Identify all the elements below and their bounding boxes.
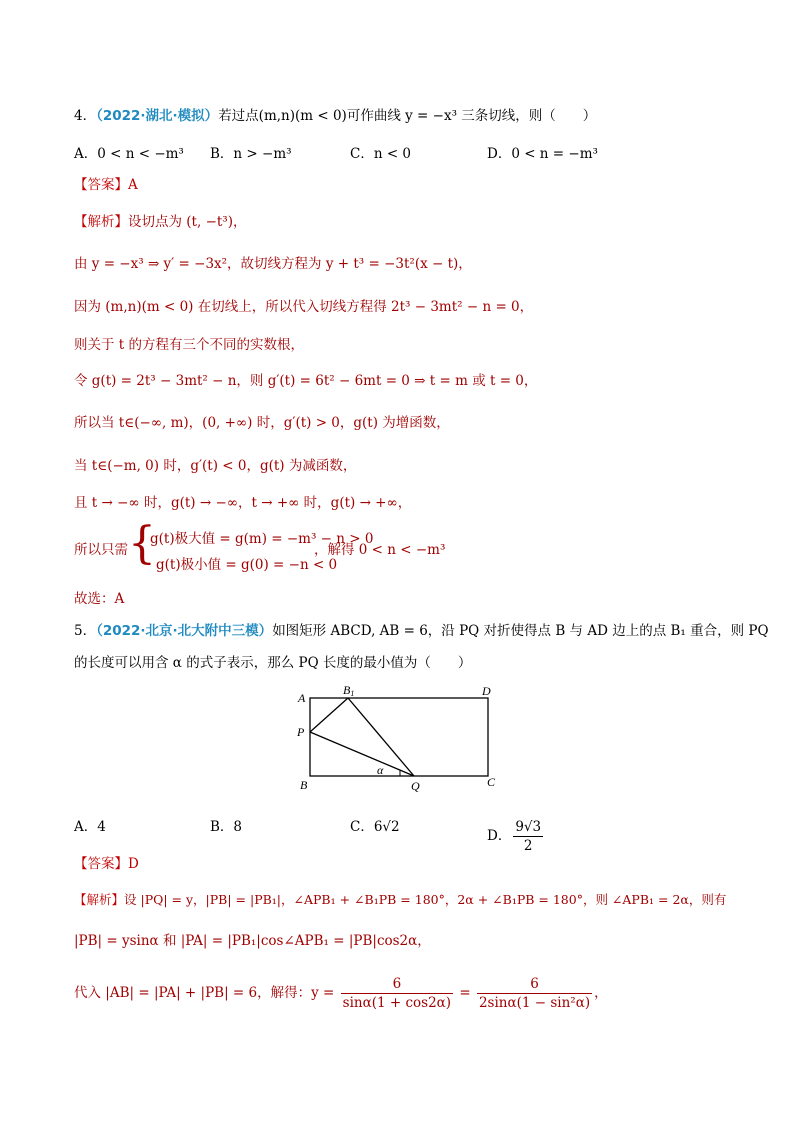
q5-stem-line-1 [74, 622, 769, 640]
q4-option-d: D．0 < n = −m³ [487, 146, 598, 162]
label-c: C [487, 775, 496, 789]
q4-analysis-line-5: 所以当 t∈(−∞, m)，(0, +∞) 时，g′(t) > 0，g(t) 为增函数， [74, 415, 450, 431]
q4-option-b: B．n > −m³ [210, 146, 292, 162]
label-a: A [298, 691, 306, 705]
q5-analysis-text-1: 设 |PQ| = y，|PB| = |PB₁|，∠APB₁ + ∠B₁PB = 180°，2α + ∠B₁PB = 180°，则 ∠APB₁ = 2α，则有 [124, 892, 727, 907]
q5-stem-line-2: 的长度可以用含 α 的式子表示，那么 PQ 长度的最小值为（ ） [74, 655, 472, 671]
q4-system-line-1: g(t)极大值 = g(m) = −m³ − n > 0 [150, 531, 374, 547]
q5-option-c: C．6√2 [350, 819, 400, 835]
q4-number: 4． [74, 108, 97, 124]
q4-analysis-line-6: 当 t∈(−m, 0) 时，g′(t) < 0，g(t) 为减函数， [74, 458, 357, 474]
q4-analysis-line-7: 且 t → −∞ 时，g(t) → −∞，t → +∞ 时，g(t) → +∞， [74, 495, 412, 511]
q5-answer-value: D [128, 856, 139, 872]
q4-option-a: A．0 < n < −m³ [74, 146, 184, 162]
q5-option-d-numerator: 9√3 [515, 819, 542, 835]
q5-fraction-2-numerator: 6 [477, 975, 592, 994]
q5-option-d [487, 818, 545, 855]
rectangle-abcd [310, 698, 488, 776]
q5-number: 5． [74, 623, 97, 639]
q4-answer-label: 【答案】 [74, 177, 128, 193]
q4-analysis-line-1: 由 y = −x³ ⇒ y′ = −3x²，故切线方程为 y + t³ = −3t²(x − t)， [74, 256, 472, 272]
q4-answer-value: A [128, 177, 138, 193]
q5-fraction-2 [477, 975, 592, 1012]
q4-conclusion: 故选：A [74, 591, 125, 607]
label-q: Q [411, 779, 420, 793]
segment-pb1 [310, 698, 348, 732]
q4-stem-text: 若过点(m,n)(m < 0)可作曲线 y = −x³ 三条切线，则（ ） [218, 108, 597, 124]
q5-equals: = [459, 985, 471, 1001]
q4-analysis-line-2: 因为 (m,n)(m < 0) 在切线上，所以代入切线方程得 2t³ − 3mt² − n = 0， [74, 299, 534, 315]
q5-analysis-line-1 [74, 891, 726, 909]
q4-analysis-label: 【解析】 [74, 214, 128, 230]
q5-option-b: B．8 [210, 819, 243, 835]
q5-answer-label: 【答案】 [74, 856, 128, 872]
q4-analysis-line-4: 令 g(t) = 2t³ − 3mt² − n，则 g′(t) = 6t² − 6mt = 0 ⇒ t = m 或 t = 0， [74, 373, 538, 389]
q5-analysis-label: 【解析】 [74, 892, 125, 907]
segment-pq [310, 732, 414, 776]
q4-system-brace: { [128, 518, 156, 569]
q5-option-d-denominator: 2 [523, 838, 533, 854]
q4-analysis-line-0 [74, 213, 246, 231]
q5-fraction-1-denominator: sinα(1 + cos2α) [342, 995, 452, 1011]
label-b1: B1 [343, 683, 355, 698]
q4-answer [74, 176, 138, 194]
label-b: B [300, 778, 308, 792]
q5-option-d-fraction [513, 818, 543, 855]
q5-fraction-1 [341, 975, 453, 1012]
q4-system-line-2: g(t)极小值 = g(0) = −n < 0 [156, 557, 338, 573]
q5-option-a: A．4 [74, 819, 106, 835]
q4-source: （2022·湖北·模拟） [96, 108, 219, 124]
q4-analysis-line-3: 则关于 t 的方程有三个不同的实数根， [74, 337, 305, 353]
q4-stem [74, 107, 596, 125]
q5-option-d-label: D． [487, 828, 512, 844]
label-p: P [297, 725, 305, 739]
q4-system-prefix: 所以只需 [74, 542, 128, 558]
q4-analysis-text-0: 设切点为 (t, −t³)， [128, 214, 247, 230]
q5-analysis-text-3: 代入 |AB| = |PA| + |PB| = 6，解得：y = [74, 985, 335, 1001]
q5-fraction-1-numerator: 6 [341, 975, 453, 994]
q5-source: （2022·北京·北大附中三模） [96, 623, 273, 639]
q5-answer [74, 855, 139, 873]
q4-system-suffix: ，解得 0 < n < −m³ [314, 542, 446, 558]
label-alpha: α [377, 763, 384, 777]
q5-figure [290, 682, 510, 797]
q4-option-c: C．n < 0 [350, 146, 412, 162]
label-d: D [482, 684, 491, 698]
q5-stem-text-1: 如图矩形 ABCD, AB = 6，沿 PQ 对折使得点 B 与 AD 边上的点 B₁ 重合，则 PQ [272, 623, 769, 639]
q5-analysis-line-2: |PB| = ysinα 和 |PA| = |PB₁|cos∠APB₁ = |PB|cos2α， [74, 933, 431, 949]
q5-analysis-suffix: ， [594, 985, 608, 1001]
q5-fraction-2-denominator: 2sinα(1 − sin²α) [478, 995, 591, 1011]
q5-analysis-line-3 [74, 975, 608, 1012]
